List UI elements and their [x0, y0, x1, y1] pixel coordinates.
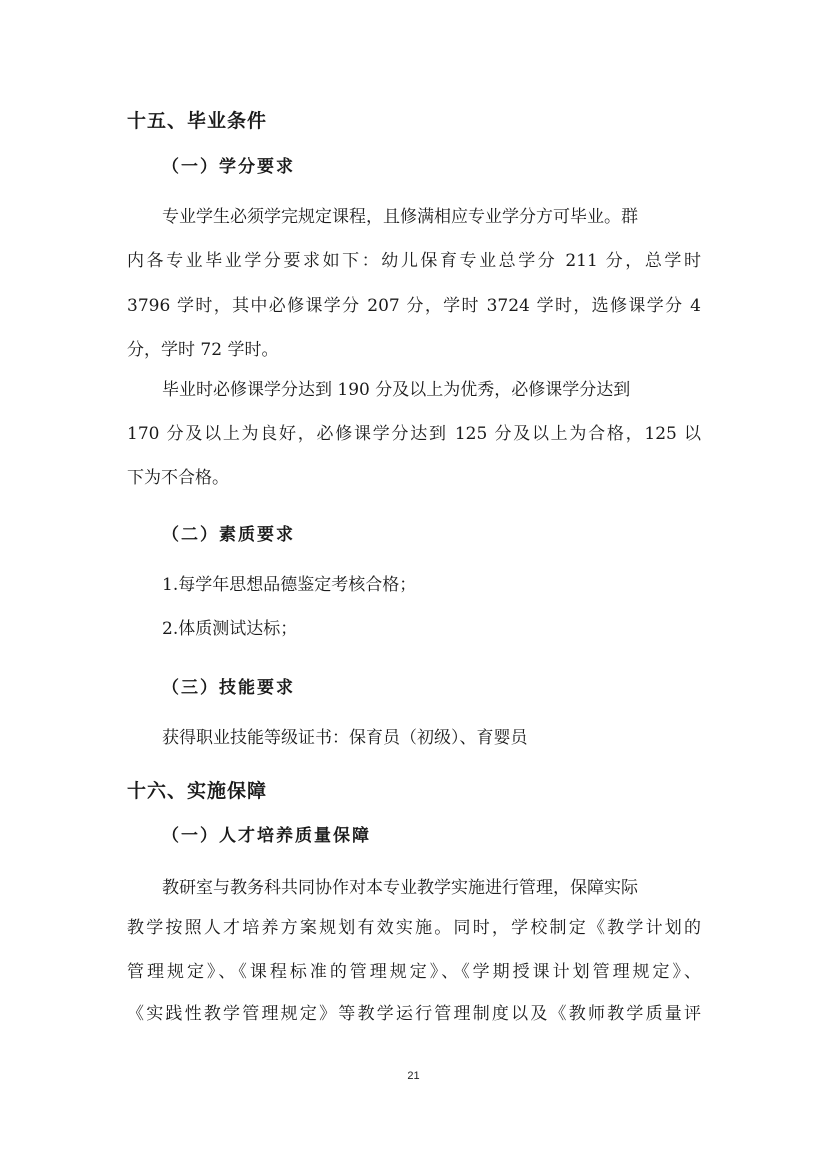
section-heading-16: 十六、实施保障: [127, 780, 268, 802]
paragraph-line: 管理规定》、《课程标准的管理规定》、《学期授课计划管理规定》、: [127, 962, 701, 982]
subsection-heading-talent-quality: （一）人才培养质量保障: [162, 826, 371, 846]
paragraph-line: 教学按照人才培养方案规划有效实施。同时，学校制定《教学计划的: [127, 918, 701, 938]
subsection-heading-skills: （三）技能要求: [162, 678, 295, 698]
subsection-heading-quality: （二）素质要求: [162, 525, 295, 545]
paragraph-line: 170 分及以上为良好，必修课学分达到 125 分及以上为合格，125 以: [127, 424, 701, 444]
paragraph-line: 内各专业毕业学分要求如下：幼儿保育专业总学分 211 分，总学时: [127, 251, 701, 271]
page-number: 21: [407, 1070, 420, 1082]
list-item: 2.体质测试达标；: [162, 619, 298, 639]
paragraph-line: 下为不合格。: [127, 468, 229, 488]
list-item: 1.每学年思想品德鉴定考核合格；: [162, 575, 417, 595]
paragraph-line: 3796 学时，其中必修课学分 207 分，学时 3724 学时，选修课学分 4: [127, 296, 701, 316]
section-heading-15: 十五、毕业条件: [127, 110, 268, 132]
paragraph-line: 专业学生必须学完规定课程，且修满相应专业学分方可毕业。群: [162, 207, 638, 227]
paragraph-line: 《实践性教学管理规定》等教学运行管理制度以及《教师教学质量评: [127, 1004, 701, 1024]
paragraph-line: 获得职业技能等级证书：保育员（初级）、育婴员: [162, 728, 528, 748]
subsection-heading-credits: （一）学分要求: [162, 157, 295, 177]
paragraph-line: 毕业时必修课学分达到 190 分及以上为优秀，必修课学分达到: [162, 380, 631, 400]
paragraph-line: 教研室与教务科共同协作对本专业教学实施进行管理，保障实际: [162, 878, 638, 898]
paragraph-line: 分，学时 72 学时。: [127, 340, 279, 360]
